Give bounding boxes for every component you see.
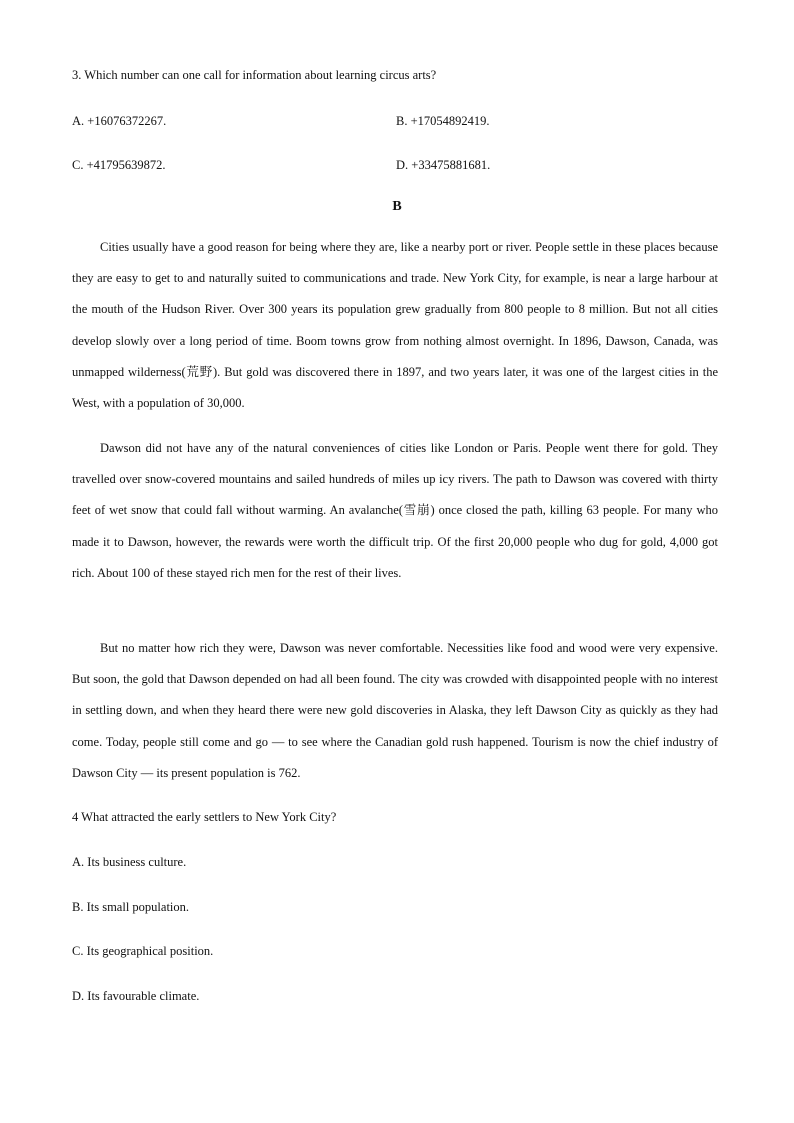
question-4-option-a: A. Its business culture. — [72, 855, 187, 869]
question-3-option-b: B. +17054892419. — [396, 114, 490, 128]
passage-paragraph-2: Dawson did not have any of the natural conveniences of cities like London or Paris. People went there for gold. They travelled over snow-covered mountains and sailed hundreds of miles up icy rivers. The path to Dawson was covered with thirty feet of wet snow that could fall without warming. An avalanche(雪崩) once closed the path, killing 63 people. For many who made it to Dawson, however, the rewards were worth the difficult trip. Of the first 20,000 people who dug for gold, 4,000 got rich. About 100 of these stayed rich men for the rest of their lives. — [72, 441, 718, 580]
question-4-option-d: D. Its favourable climate. — [72, 989, 200, 1003]
question-4-stem: 4 What attracted the early settlers to New York City? — [72, 810, 337, 824]
question-3-option-a: A. +16076372267. — [72, 114, 167, 128]
question-4-option-c: C. Its geographical position. — [72, 944, 214, 958]
section-b-title: B — [392, 199, 402, 214]
passage-paragraph-1: Cities usually have a good reason for being where they are, like a nearby port or river. People settle in these places because they are easy to get to and naturally suited to communications and trade. New York City, for example, is near a large harbour at the mouth of the Hudson River. Over 300 years its population grew gradually from 800 people to 8 million. But not all cities develop slowly over a long period of time. Boom towns grow from nothing almost overnight. In 1896, Dawson, Canada, was unmapped wilderness(荒野). But gold was discovered there in 1897, and two years later, it was one of the largest cities in the West, with a population of 30,000. — [72, 240, 718, 411]
question-3-stem: 3. Which number can one call for information about learning circus arts? — [72, 68, 437, 82]
passage-paragraph-3: But no matter how rich they were, Dawson was never comfortable. Necessities like food and wood were very expensive. But soon, the gold that Dawson depended on had all been found. The city was crowded with disappointed people with no interest in settling down, and when they heard there were new gold discoveries in Alaska, they left Dawson City as quickly as they had come. Today, people still come and go — to see where the Canadian gold rush happened. Tourism is now the chief industry of Dawson City — its present population is 762. — [72, 641, 718, 780]
question-3-option-c: C. +41795639872. — [72, 158, 166, 172]
question-3-option-d: D. +33475881681. — [396, 158, 491, 172]
question-4-option-b: B. Its small population. — [72, 900, 190, 914]
